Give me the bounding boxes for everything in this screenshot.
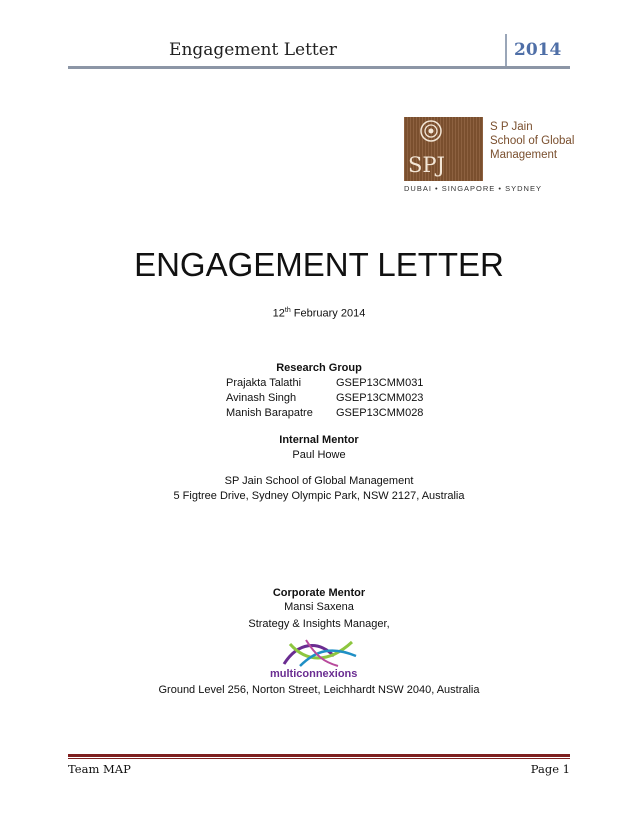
spj-logo-name-line: S P Jain — [490, 121, 533, 133]
date-day: 12 — [272, 307, 285, 320]
footer-rule-thick — [68, 754, 570, 757]
date-suffix: th — [284, 307, 291, 314]
footer-page-number: Page 1 — [530, 762, 570, 776]
corporate-mentor-name: Mansi Saxena — [284, 601, 354, 613]
research-group-heading: Research Group — [276, 362, 362, 374]
member-name: Avinash Singh — [226, 392, 297, 404]
spj-logo-cities: DUBAI • SINGAPORE • SYDNEY — [404, 184, 542, 193]
footer-team: Team MAP — [68, 762, 131, 776]
school-address: 5 Figtree Drive, Sydney Olympic Park, NSW 2127, Australia — [173, 490, 465, 502]
multiconnexions-swoosh-icon — [276, 636, 362, 668]
corporate-mentor-heading: Corporate Mentor — [272, 587, 366, 599]
multiconnexions-logo-text: multiconnexions — [270, 668, 358, 680]
spj-logo-name-line: School of Global — [490, 135, 575, 147]
member-name: Manish Barapatre — [226, 407, 313, 419]
spj-logo-name-line: Management — [490, 149, 558, 161]
footer-rule-thin — [68, 758, 570, 759]
corporate-mentor-role: Strategy & Insights Manager, — [248, 618, 390, 630]
header-separator — [505, 34, 507, 66]
spj-logo-mark — [404, 117, 483, 181]
corporate-address: Ground Level 256, Norton Street, Leichhardt NSW 2040, Australia — [158, 684, 480, 696]
member-name: Prajakta Talathi — [226, 377, 302, 389]
letter-date — [0, 307, 638, 320]
school-name: SP Jain School of Global Management — [224, 475, 414, 487]
spj-logo-monogram: SPJ — [408, 153, 445, 177]
header-year: 2014 — [514, 40, 562, 60]
date-rest: February 2014 — [290, 307, 366, 320]
header-rule — [68, 66, 570, 69]
internal-mentor-heading: Internal Mentor — [279, 434, 359, 446]
multiconnexions-logo — [270, 636, 362, 680]
header-title: Engagement Letter — [169, 40, 337, 60]
member-id: GSEP13CMM031 — [336, 377, 424, 389]
page-title: ENGAGEMENT LETTER — [134, 246, 504, 283]
spj-logo-rings-icon — [404, 117, 483, 181]
member-id: GSEP13CMM023 — [336, 392, 424, 404]
internal-mentor-name: Paul Howe — [292, 449, 346, 461]
spj-logo-name — [490, 120, 574, 162]
member-id: GSEP13CMM028 — [336, 407, 424, 419]
